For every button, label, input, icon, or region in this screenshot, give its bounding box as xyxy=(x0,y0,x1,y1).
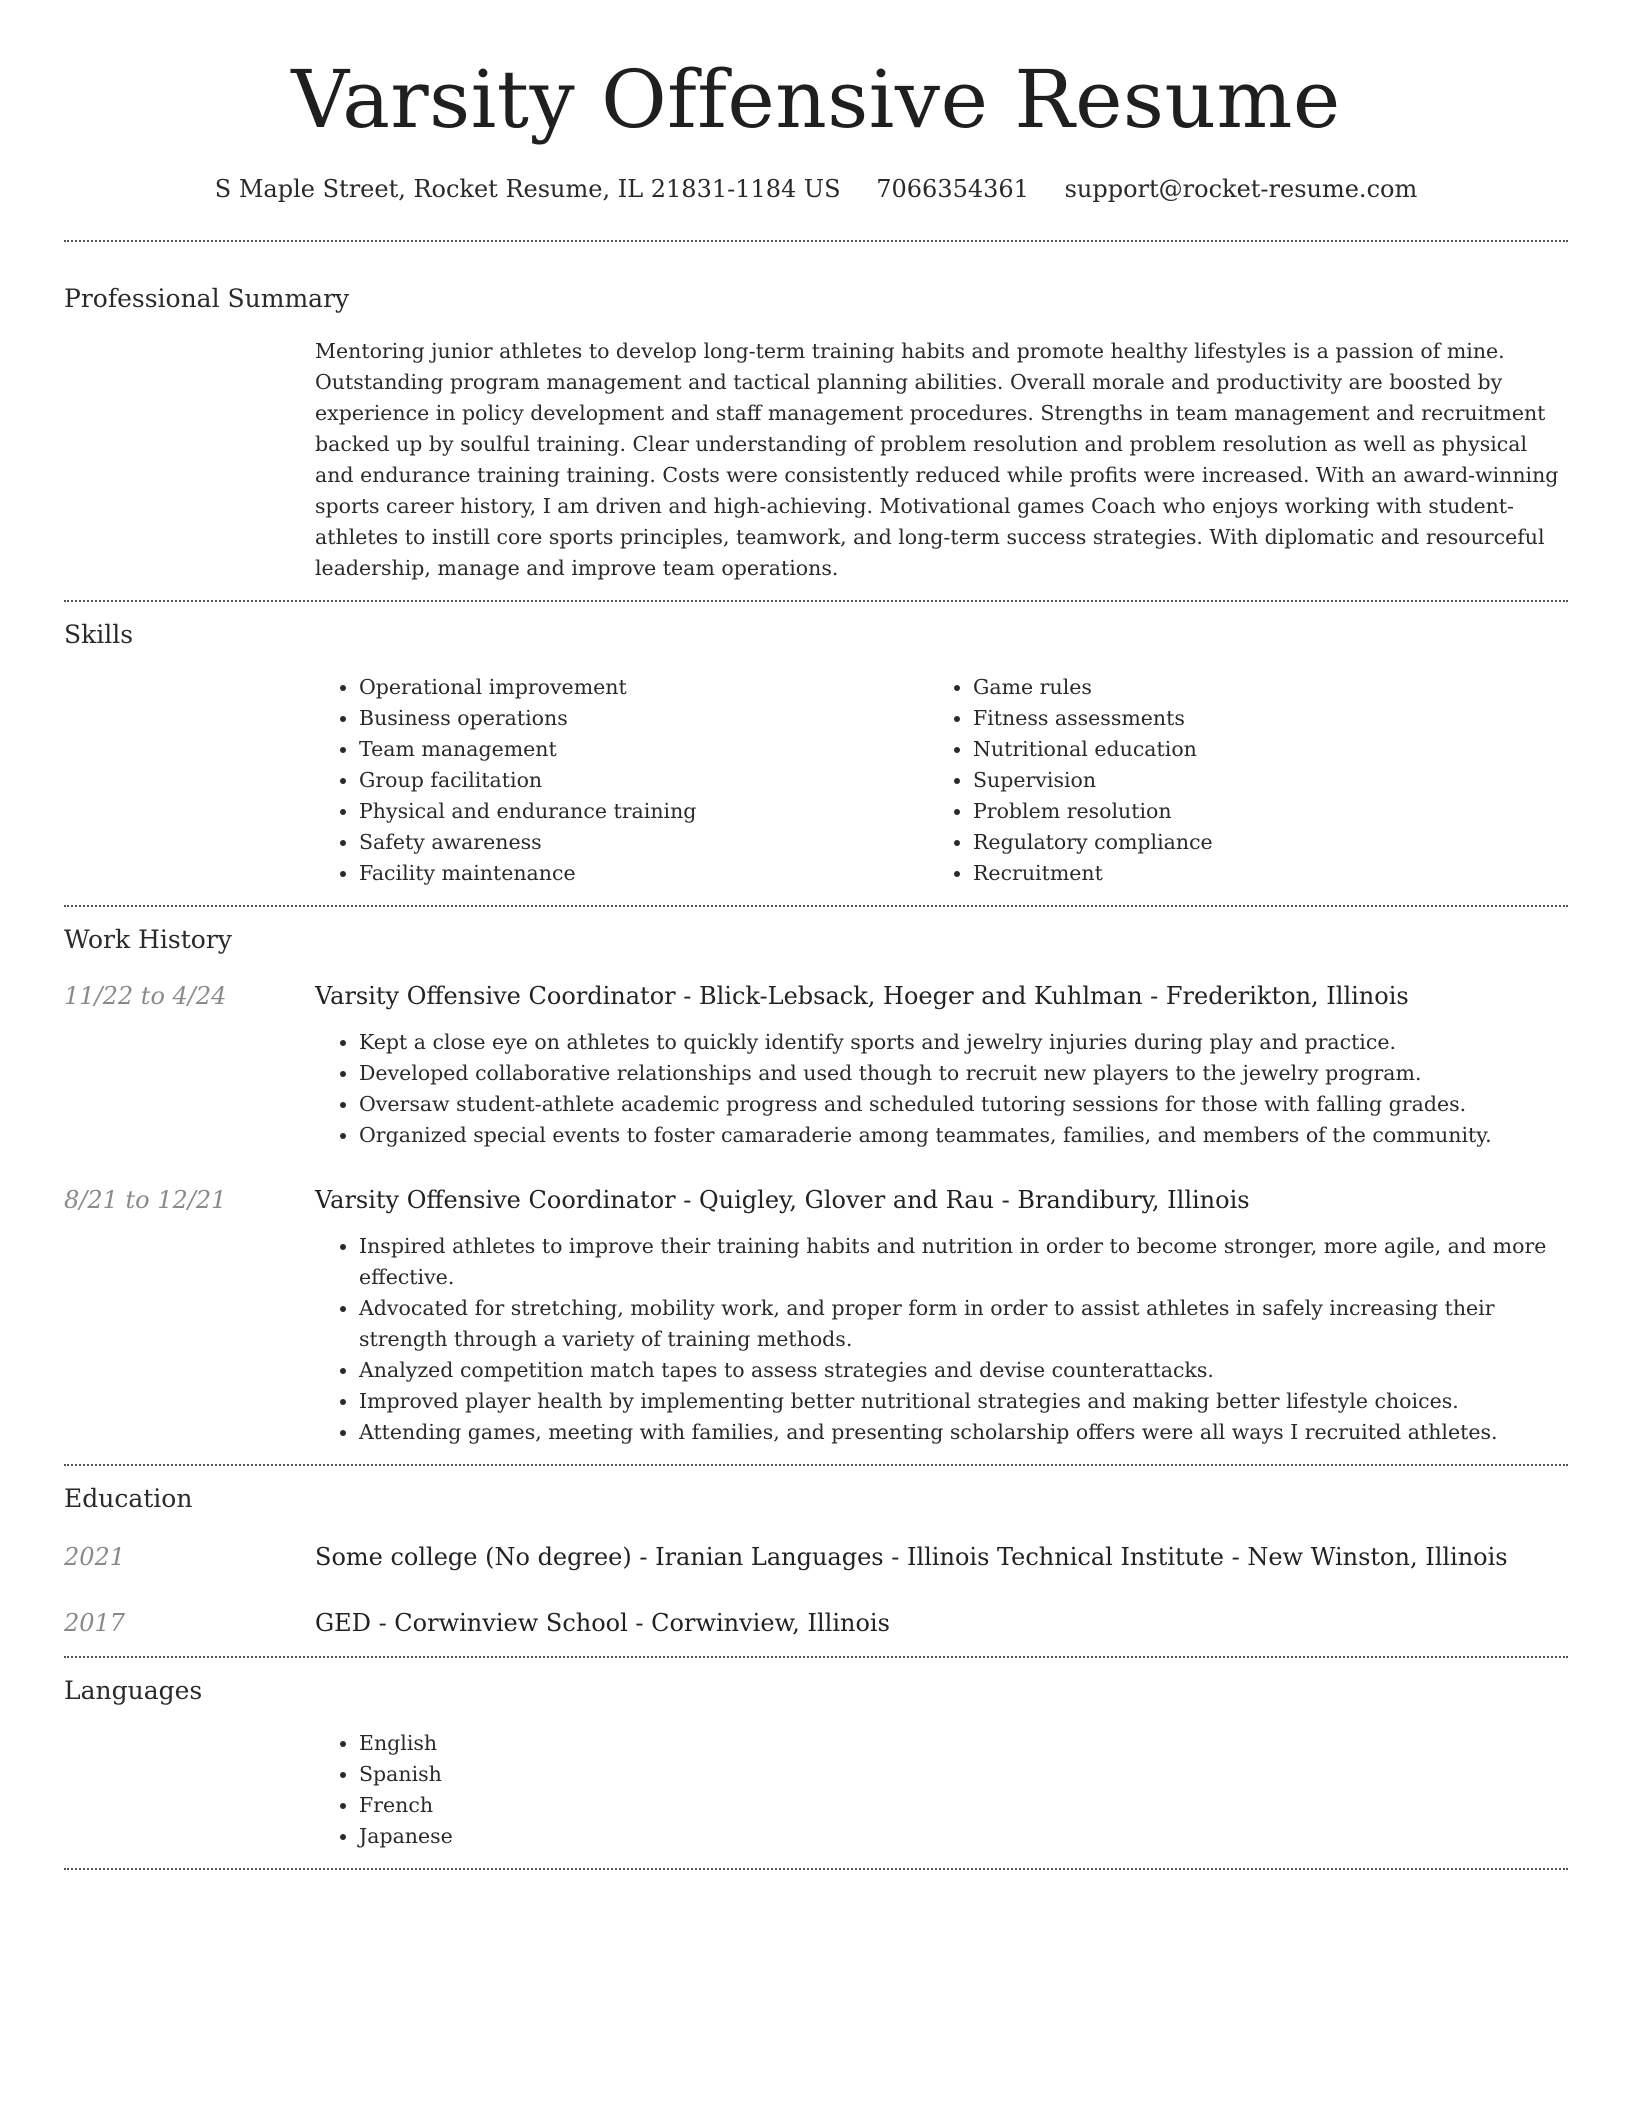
job-title xyxy=(315,979,1409,1013)
skill-item: • Facility maintenance xyxy=(359,858,929,889)
skills-heading: Skills xyxy=(64,620,134,649)
skill-item: • Group facilitation xyxy=(359,765,929,796)
languages-section xyxy=(64,1658,1568,1868)
education-year: 2017 xyxy=(64,1609,126,1637)
language-item: • French xyxy=(359,1790,1568,1821)
job-role: Varsity Offensive Coordinator xyxy=(315,1186,676,1214)
skills-column-right xyxy=(929,672,1543,889)
job-details: - Blick-Lebsack, Hoeger and Kuhlman - Frederikton, Illinois xyxy=(675,982,1409,1010)
resume-page xyxy=(64,0,1568,1870)
skill-item: • Safety awareness xyxy=(359,827,929,858)
job-details: - Quigley, Glover and Rau - Brandibury, Illinois xyxy=(675,1186,1250,1214)
skill-item: • Supervision xyxy=(973,765,1543,796)
education-year: 2021 xyxy=(64,1543,126,1571)
job-bullets xyxy=(315,1231,1568,1448)
skill-item: • Problem resolution xyxy=(973,796,1543,827)
job-bullet: • Advocated for stretching, mobility work, and proper form in order to assist athletes in safely increasing their strength through a variety of training methods. xyxy=(359,1293,1568,1355)
work-history-section xyxy=(64,907,1568,1464)
contact-phone: 7066354361 xyxy=(876,175,1029,203)
job-entry xyxy=(64,979,1568,1151)
job-bullet: • Kept a close eye on athletes to quickly identify sports and jewelry injuries during play and practice. xyxy=(359,1027,1568,1058)
job-title xyxy=(315,1183,1250,1217)
job-bullet: • Inspired athletes to improve their training habits and nutrition in order to become stronger, more agile, and more effective. xyxy=(359,1231,1568,1293)
language-item: • Japanese xyxy=(359,1821,1568,1852)
skills-list xyxy=(315,672,1568,889)
skill-item: • Operational improvement xyxy=(359,672,929,703)
job-dates: 11/22 to 4/24 xyxy=(64,982,227,1010)
skills-column-left xyxy=(315,672,929,889)
skills-section xyxy=(64,602,1568,905)
education-section xyxy=(64,1466,1568,1656)
skill-item: • Business operations xyxy=(359,703,929,734)
job-bullet: • Developed collaborative relationships and used though to recruit new players to the jewelry program. xyxy=(359,1058,1568,1089)
education-entry xyxy=(64,1540,1568,1574)
skill-item: • Recruitment xyxy=(973,858,1543,889)
section-divider xyxy=(64,1868,1568,1870)
skill-item: • Team management xyxy=(359,734,929,765)
languages-list xyxy=(315,1728,1568,1852)
job-bullets xyxy=(315,1027,1568,1151)
contact-address: S Maple Street, Rocket Resume, IL 21831-1184 US xyxy=(214,175,841,203)
education-heading: Education xyxy=(64,1484,193,1513)
education-text: GED - Corwinview School - Corwinview, Illinois xyxy=(315,1609,890,1637)
job-dates: 8/21 to 12/21 xyxy=(64,1186,227,1214)
language-item: • Spanish xyxy=(359,1759,1568,1790)
job-role: Varsity Offensive Coordinator xyxy=(315,982,676,1010)
job-bullet: • Analyzed competition match tapes to assess strategies and devise counterattacks. xyxy=(359,1355,1568,1386)
job-bullet: • Attending games, meeting with families, and presenting scholarship offers were all ways I recruited athletes. xyxy=(359,1417,1568,1448)
contact-line xyxy=(64,172,1568,206)
job-bullet: • Improved player health by implementing better nutritional strategies and making better lifestyle choices. xyxy=(359,1386,1568,1417)
summary-text: Mentoring junior athletes to develop long-term training habits and promote healthy lifestyles is a passion of mine. Outstanding program management and tactical planning abilities. Overall morale and productivity are boosted by experience in policy development and staff management procedures. Strengths in team management and recruitment backed up by soulful training. Clear understanding of problem resolution and problem resolution as well as physical and endurance training training. Costs were consistently reduced while profits were increased. With an award-winning sports career history, I am driven and high-achieving. Motivational games Coach who enjoys working with student-athletes to instill core sports principles, teamwork, and long-term success strategies. With diplomatic and resourceful leadership, manage and improve team operations. xyxy=(315,339,1559,580)
education-text: Some college (No degree) - Iranian Languages - Illinois Technical Institute - New Winston, Illinois xyxy=(315,1543,1508,1571)
languages-heading: Languages xyxy=(64,1676,203,1705)
language-item: • English xyxy=(359,1728,1568,1759)
summary-heading: Professional Summary xyxy=(64,284,350,313)
skill-item: • Regulatory compliance xyxy=(973,827,1543,858)
skill-item: • Game rules xyxy=(973,672,1543,703)
job-bullet: • Organized special events to foster camaraderie among teammates, families, and members of the community. xyxy=(359,1120,1568,1151)
resume-title: Varsity Offensive Resume xyxy=(291,53,1341,146)
skill-item: • Physical and endurance training xyxy=(359,796,929,827)
summary-section xyxy=(64,242,1568,600)
contact-email: support@rocket-resume.com xyxy=(1064,175,1418,203)
job-bullet: • Oversaw student-athlete academic progress and scheduled tutoring sessions for those with falling grades. xyxy=(359,1089,1568,1120)
work-history-heading: Work History xyxy=(64,925,232,954)
skill-item: • Nutritional education xyxy=(973,734,1543,765)
job-entry xyxy=(64,1183,1568,1448)
skill-item: • Fitness assessments xyxy=(973,703,1543,734)
education-entry xyxy=(64,1606,1568,1640)
